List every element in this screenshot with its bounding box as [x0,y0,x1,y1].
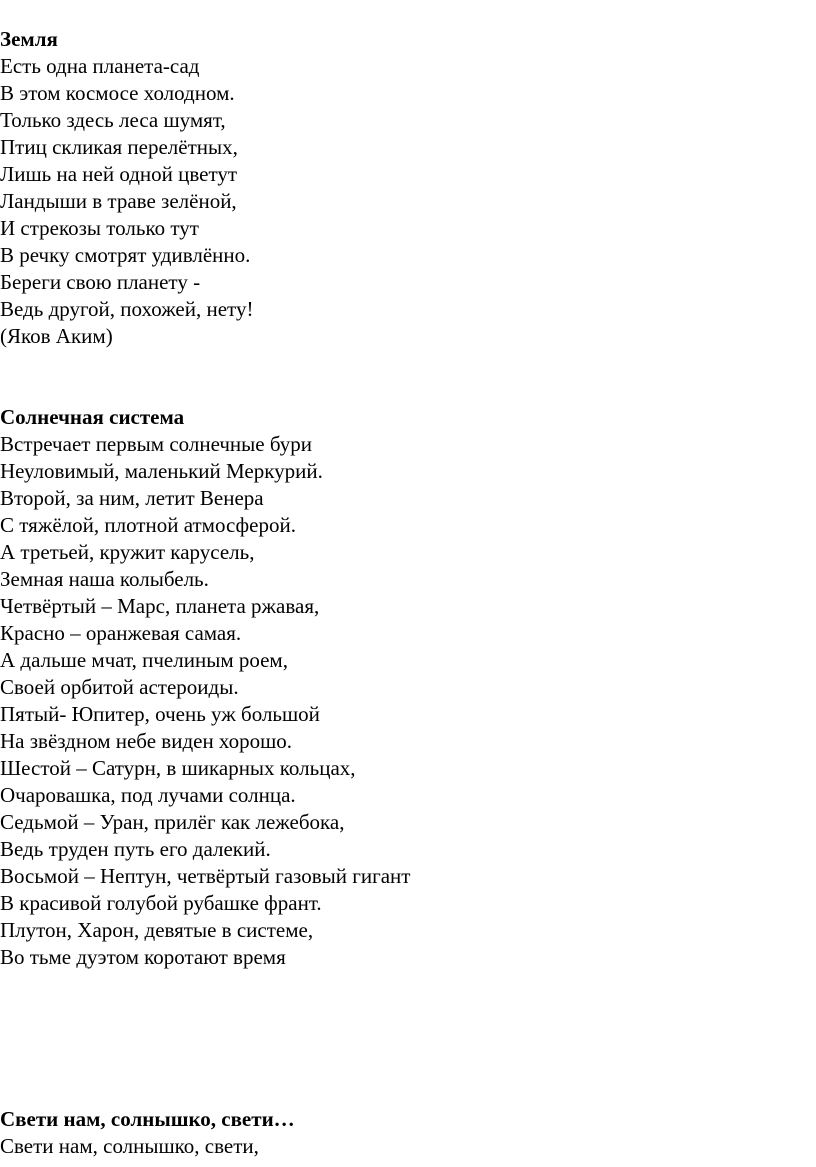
spacer [0,350,816,404]
poem-line: Свети нам, солнышко, свети, [0,1134,259,1158]
poem-line: Красно – оранжевая самая. [0,621,242,645]
spacer [0,971,816,1106]
poem-line: А дальше мчат, пчелиным роем, [0,648,288,672]
poem-line: Лишь на ней одной цветут [0,162,238,186]
poem-line: С тяжёлой, плотной атмосферой. [0,513,296,537]
poem-line: В речку смотрят удивлённо. [0,243,251,267]
poem-line: Восьмой – Нептун, четвёртый газовый гигант [0,864,411,888]
poem-line: Береги свою планету - [0,270,201,294]
poem-line: Только здесь леса шумят, [0,108,226,132]
poem-line: Ведь другой, похожей, нету! [0,297,254,321]
poem-line: Ландыши в траве зелёной, [0,189,237,213]
poem-line: Ведь труден путь его далекий. [0,837,271,861]
poem-line: Земная наша колыбель. [0,567,209,591]
poem-line: Неуловимый, маленький Меркурий. [0,459,323,483]
poem-title: Солнечная система [0,405,185,429]
poem-zemlya [0,26,816,350]
poem-line: Своей орбитой астероиды. [0,675,239,699]
poem-line: Пятый- Юпитер, очень уж большой [0,702,320,726]
poem-line: И стрекозы только тут [0,216,199,240]
poem-line: А третьей, кружит карусель, [0,540,255,564]
poem-line: Встречает первым солнечные бури [0,432,312,456]
poem-title: Свети нам, солнышко, свети… [0,1107,295,1131]
poem-sveti-nam-solnyshko [0,1106,816,1160]
poem-line: Очаровашка, под лучами солнца. [0,783,296,807]
poem-line: Четвёртый – Марс, планета ржавая, [0,594,320,618]
poem-solnechnaya-sistema [0,404,816,971]
poem-line: Седьмой – Уран, прилёг как лежебока, [0,810,345,834]
document-page [0,26,816,1160]
poem-line: Шестой – Сатурн, в шикарных кольцах, [0,756,356,780]
poem-line: Птиц скликая перелётных, [0,135,238,159]
poem-title: Земля [0,27,58,51]
poem-line: В красивой голубой рубашке франт. [0,891,322,915]
poem-line: На звёздном небе виден хорошо. [0,729,293,753]
poem-line: Есть одна планета-сад [0,54,200,78]
poem-line: Второй, за ним, летит Венера [0,486,264,510]
poem-line: Во тьме дуэтом коротают время [0,945,286,969]
poem-line: В этом космосе холодном. [0,81,235,105]
poem-author: (Яков Аким) [0,324,113,348]
poem-line: Плутон, Харон, девятые в системе, [0,918,314,942]
